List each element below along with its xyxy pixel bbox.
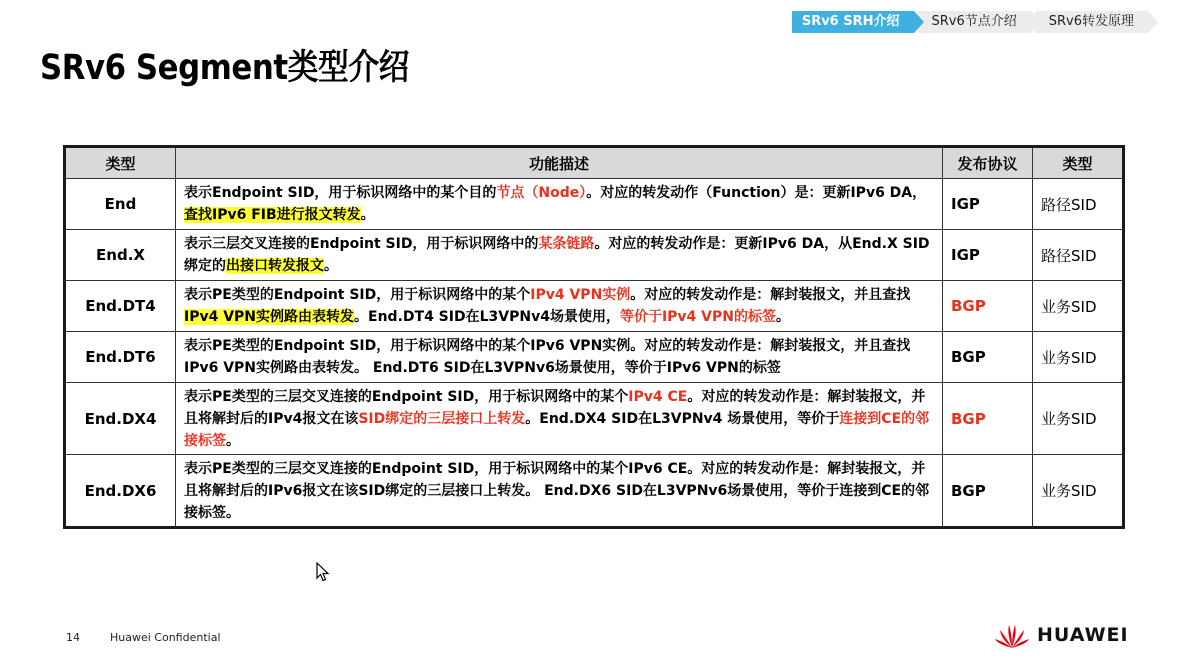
segment-protocol: BGP (943, 383, 1033, 455)
breadcrumb-item-forwarding[interactable]: SRv6转发原理 (1035, 11, 1148, 33)
segment-sid-type: 业务SID (1033, 281, 1124, 332)
description-text: 表示PE类型的Endpoint SID，用于标识网络中的某个IPv6 VPN实例。对应的转发动作是：解封装报文，并且查找IPv6 VPN实例路由表转发。 End.DT6 SID在L3VPNv6场景使用，等价于IPv6 VPN的标签 (184, 338, 911, 376)
breadcrumb (788, 11, 1148, 33)
header-protocol: 发布协议 (943, 147, 1033, 179)
emphasis-text: IPv4 VPN实例 (530, 287, 631, 303)
segment-sid-type: 业务SID (1033, 332, 1124, 383)
segment-name: End.X (65, 230, 176, 281)
segment-sid-type: 业务SID (1033, 455, 1124, 528)
page-number: 14 (66, 631, 80, 644)
emphasis-text: 连接到CE的邻接标签 (184, 410, 930, 449)
emphasis-text: IPv4 CE (628, 388, 688, 405)
segment-protocol: IGP (943, 179, 1033, 230)
segment-sid-type: 业务SID (1033, 383, 1124, 455)
description-text: 。对应的转发动作（Function）是：更新IPv6 DA， (586, 185, 927, 201)
segment-name: End (65, 179, 176, 230)
header-sid-type: 类型 (1033, 147, 1124, 179)
description-text: 。End.DX4 SID在L3VPNv4 场景使用，等价于 (525, 410, 840, 427)
segment-protocol: BGP (943, 332, 1033, 383)
description-text: 。 (324, 258, 338, 274)
table-row (65, 230, 1124, 281)
header-type: 类型 (65, 147, 176, 179)
segment-description (176, 179, 943, 230)
breadcrumb-item-srh[interactable]: SRv6 SRH介绍 (792, 11, 914, 33)
emphasis-text: SID绑定的三层接口上转发 (358, 410, 526, 427)
emphasis-text: 某条链路 (538, 236, 595, 252)
description-text: 表示Endpoint SID，用于标识网络中的某个目的 (184, 185, 497, 201)
segment-sid-type: 路径SID (1033, 179, 1124, 230)
description-text: 。 (360, 207, 375, 223)
breadcrumb-item-node[interactable]: SRv6节点介绍 (918, 11, 1031, 33)
segment-description (176, 332, 943, 383)
page-title: SRv6 Segment类型介绍 (40, 48, 410, 88)
description-text: 。 (226, 432, 240, 449)
segment-protocol: IGP (943, 230, 1033, 281)
description-text: 表示PE类型的三层交叉连接的Endpoint SID，用于标识网络中的某个IPv6 CE。对应的转发动作是：解封装报文，并且将解封后的IPv6报文在该SID绑定的三层接口上转发。 End.DX6 SID在L3VPNv6场景使用，等价于连接到CE的邻接标签。 (184, 460, 930, 521)
huawei-logo-text: HUAWEI (1037, 624, 1129, 646)
header-description: 功能描述 (176, 147, 943, 179)
description-text: 表示PE类型的三层交叉连接的Endpoint SID，用于标识网络中的某个 (184, 388, 629, 405)
segment-type-table (63, 145, 1125, 529)
table-row (65, 281, 1124, 332)
description-text: 。对应的转发动作是：解封装报文，并且将解封后的IPv4报文在该 (184, 388, 926, 427)
segment-name: End.DX4 (65, 383, 176, 455)
segment-description (176, 230, 943, 281)
mouse-pointer-icon (316, 562, 330, 586)
table-row (65, 332, 1124, 383)
huawei-logo-icon (993, 621, 1031, 649)
description-text: 。对应的转发动作是：更新IPv6 DA，从End.X SID绑定的 (184, 236, 930, 274)
table-row (65, 179, 1124, 230)
table-header-row (65, 147, 1124, 179)
segment-description (176, 281, 943, 332)
highlighted-text: 查找IPv6 FIB进行报文转发 (184, 207, 361, 223)
description-text: 表示三层交叉连接的Endpoint SID，用于标识网络中的 (184, 236, 539, 252)
highlighted-text: 出接口转发报文 (226, 258, 324, 274)
description-text: 。 (775, 309, 790, 325)
description-text: 。对应的转发动作是：解封装报文，并且查找 (630, 287, 911, 303)
table-row (65, 455, 1124, 528)
segment-protocol: BGP (943, 281, 1033, 332)
segment-name: End.DX6 (65, 455, 176, 528)
description-text: 。End.DT4 SID在L3VPNv4场景使用， (354, 309, 620, 325)
emphasis-text: 节点（Node） (496, 185, 587, 201)
confidential-label: Huawei Confidential (110, 631, 221, 644)
segment-sid-type: 路径SID (1033, 230, 1124, 281)
emphasis-text: 等价于IPv4 VPN的标签 (619, 309, 776, 325)
description-text: 表示PE类型的Endpoint SID，用于标识网络中的某个 (184, 287, 531, 303)
segment-name: End.DT6 (65, 332, 176, 383)
segment-name: End.DT4 (65, 281, 176, 332)
segment-protocol: BGP (943, 455, 1033, 528)
segment-description (176, 383, 943, 455)
segment-description (176, 455, 943, 528)
huawei-logo (993, 621, 1129, 649)
highlighted-text: IPv4 VPN实例路由表转发 (184, 309, 355, 325)
table-row (65, 383, 1124, 455)
